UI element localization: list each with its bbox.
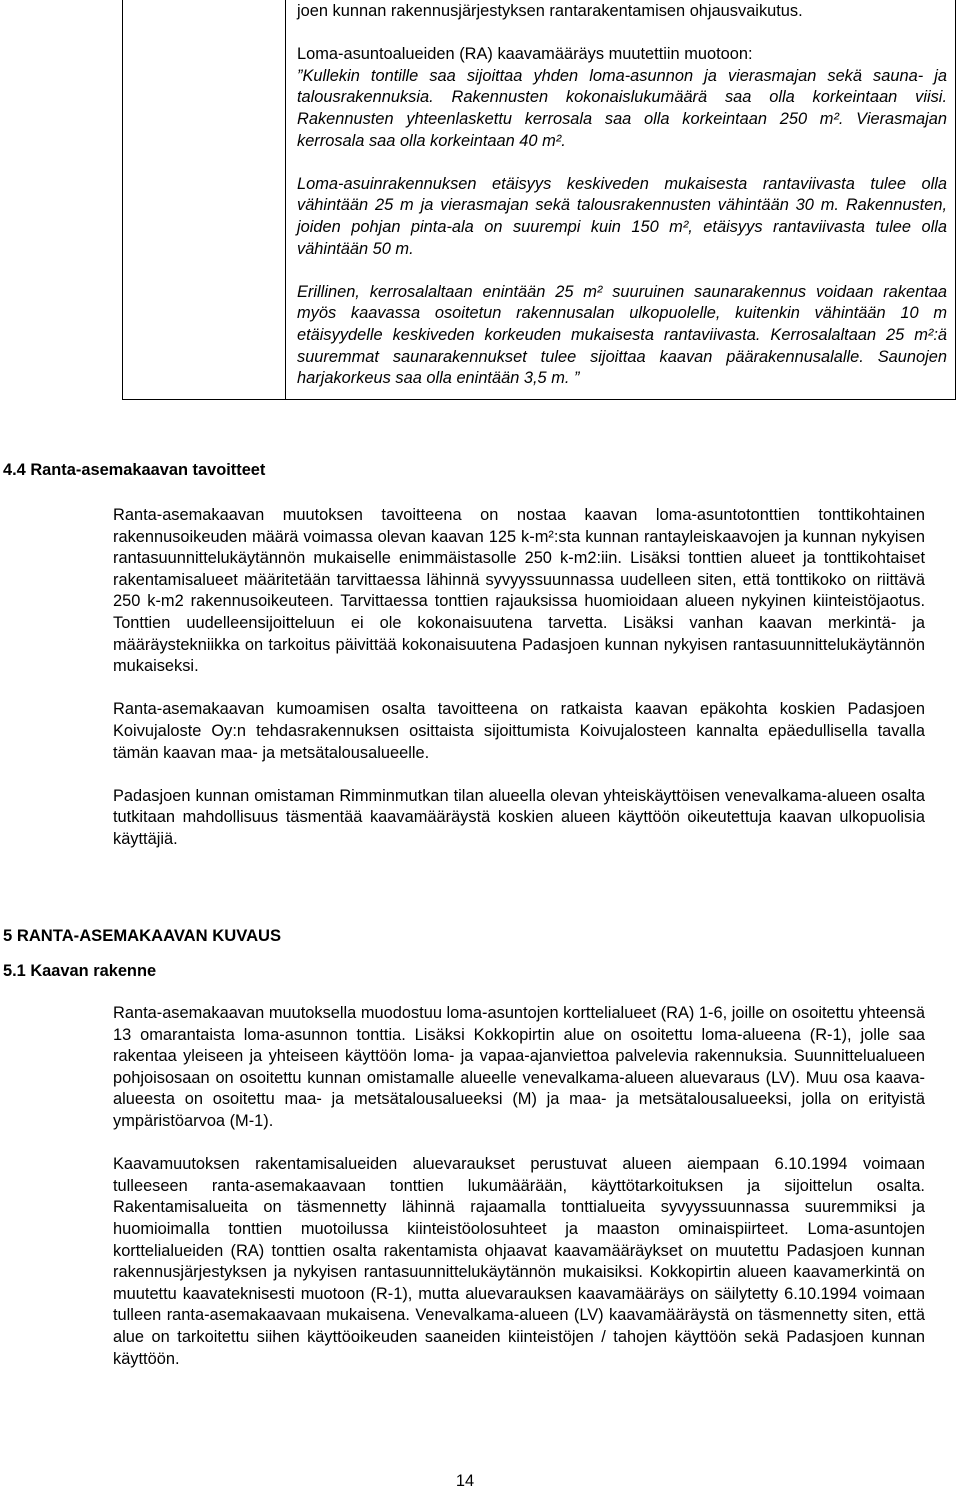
- table-paragraph-3: Loma-asuinrakennuksen etäisyys keskiveden mukaisesta rantaviivasta tulee olla vähintään 25 m ja vierasmajan sekä talousrakennusten vähintään 30 m. Rakennusten, joiden pohjan pinta-ala on suurempi kuin 150 m², etäisyys rantaviivasta tulee olla vähintään 50 m.: [297, 174, 947, 258]
- section-5-1-paragraph-1: Ranta-asemakaavan muutoksella muodostuu loma-asuntojen korttelialueet (RA) 1-6, joille on osoitettu yhteensä 13 omarantaista loma-asunnon tonttia. Lisäksi Kokkopirtin alue on osoitettu loma-alueena (R-1), jolle saa rakentaa yleiseen ja yhteiseen käyttöön loma- ja vapaa-ajanviettoa palvelevia rakennuksia. Suunnittelualueen pohjoisosaan on osoitettu kunnan omistamalle alueelle venevalkama-alueen aluevaraus (LV). Muu osa kaava-alueesta on osoitettu maa- ja metsätalousalueeksi (M) ja maa- ja metsätalousalueeksi, jolla on erityistä ympäristöarvoa (M-1).: [113, 1004, 925, 1130]
- section-5-heading: 5 RANTA-ASEMAKAAVAN KUVAUS: [3, 926, 282, 945]
- section-4-4-paragraph-3: Padasjoen kunnan omistaman Rimminmutkan tilan alueella olevan yhteiskäyttöisen venevalkama-alueen osalta tutkitaan mahdollisuus täsmentää kaavamääräystä koskien alueen käyttöön oikeutettuja kaavan ulkopuolisia käyttäjiä.: [113, 786, 925, 848]
- section-4-4-paragraph-2: Ranta-asemakaavan kumoamisen osalta tavoitteena on ratkaista kaavan epäkohta koskien Padasjoen Koivujaloste Oy:n tehdasrakennuksen osittaista sijoittumista Koivujalosteen kannalta epäedullisella tavalla tämän kaavan maa- ja metsätalousalueelle.: [113, 700, 925, 762]
- section-4-4-paragraph-1: Ranta-asemakaavan muutoksen tavoitteena on nostaa kaavan loma-asuntotonttien tonttikohtainen rakennusoikeuden määrä voimassa olevan kaavan 125 k-m²:sta kunnan rantayleiskaavojen ja kunnan nykyisen rantasuunnittelukäytännön mukaiselle enimmäistasolle 250 k-m2:iin. Lisäksi tonttien alueet ja tonttikohtaiset rakentamisalueet määritetään tarvittaessa lähinnä syvyyssuunnassa uudelleen siten, että tonttikoko on riittävä 250 k-m2 rakennusoikeuteen. Tarvittaessa tonttien rajauksissa huomioidaan alueen nykyinen kiinteistöjaotus. Tonttien uudelleensijoitteluun ei ole kokonaisuutena tarvetta. Lisäksi vanhan kaavan merkintä- ja määräystekniikka on tarkoitus päivittää kokonaisuutena Padasjoen kunnan nykyisen rantasuunnittelukäytännön mukaiseksi.: [113, 506, 925, 676]
- table-paragraph-2: Loma-asuntoalueiden (RA) kaavamääräys muutettiin muotoon: ”Kullekin tontille saa sijoittaa yhden loma-asunnon ja vierasmajan sekä sauna- ja talousrakennuksia. Rakennusten kokonaislukumäärä saa olla korkeintaan viisi. Rakennusten yhteenlaskettu kerrosala saa olla korkeintaan 250 m². Vierasmajan kerrosala saa olla korkeintaan 40 m².: [297, 45, 947, 150]
- section-4-4-heading: 4.4 Ranta-asemakaavan tavoitteet: [3, 461, 266, 479]
- page-number: 14: [455, 1472, 475, 1490]
- table-paragraph-4: Erillinen, kerrosalaltaan enintään 25 m² suuruinen saunarakennus voidaan rakentaa myös kaavassa osoitetun rakennusalan ulkopuolelle, kuitenkin vähintään 10 m etäisyydelle keskiveden korkeuden mukaisesta rantaviivasta. Kerrosalaltaan 25 m²:ä suuremmat saunarakennukset tulee sijoittaa kaavan päärakennusalalle. Saunojen harjakorkeus saa olla enintään 3,5 m. ”: [297, 282, 947, 388]
- regulation-table-box: [122, 0, 956, 400]
- section-4-4-body: [113, 505, 925, 872]
- table-paragraph-1: joen kunnan rakennusjärjestyksen rantarakentamisen ohjausvaikutus.: [297, 2, 803, 20]
- table-cell-text: [297, 1, 947, 411]
- section-5-1-heading: 5.1 Kaavan rakenne: [3, 962, 157, 980]
- table-column-divider: [285, 0, 286, 399]
- section-5-1-body: [113, 1003, 925, 1392]
- section-5-1-paragraph-2: Kaavamuutoksen rakentamisalueiden aluevaraukset perustuvat alueen aiempaan 6.10.1994 voimaan tulleeseen ranta-asemakaavaan tonttien lukumäärään, käyttötarkoituksen ja sijoittelun osalta. Rakentamisalueita on täsmennetty lähinnä rajaamalla tonttialueita syvyyssuunnassa suuremmiksi ja huomioimalla tonttien muotoilussa kiinteistöolosuhteet ja maaston ominaispiirteet. Loma-asuntojen korttelialueiden (RA) tonttien osalta rakentamista ohjaavat kaavamääräykset on muutettu Padasjoen kunnan rakennusjärjestyksen ja nykyisen rantasuunnittelukäytännön mukaisiksi. Kokkopirtin alueen kaavamerkintä on muutettu kaavateknisesti muotoon (R-1), mutta aluevarauksen kaavamääräys on säilytetty 6.10.1994 voimaan tulleen ranta-asemakaavaan mukaisena. Venevalkama-alueen (LV) kaavamääräystä on täsmennetty siten, että alue on tarkoitettu siihen käyttöoikeuden saaneiden kiinteistöjen / tahojen käyttöön sekä Padasjoen kunnan käyttöön.: [113, 1155, 925, 1368]
